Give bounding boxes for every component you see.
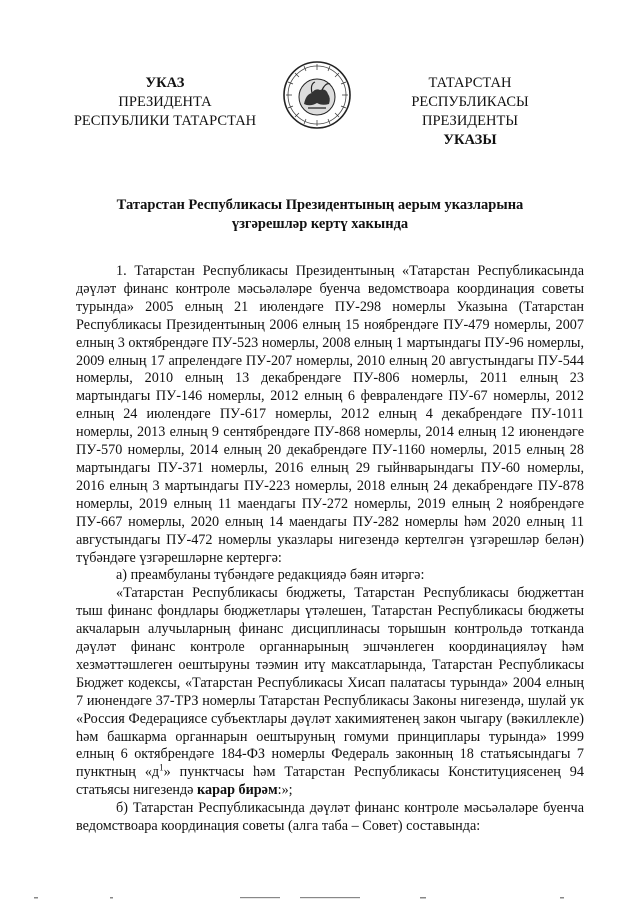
superscript-1: 1	[159, 762, 164, 773]
paragraph-4: б) Татарстан Республикасында дәүләт финанс контроле мәсьәләләре буенча ведомствоара координация советы (алга таба – Совет) составында:	[76, 800, 584, 835]
header-right-line2: ПРЕЗИДЕНТЫ	[421, 113, 519, 129]
title-line2: үзгәрешләр кертү хакында	[231, 216, 409, 232]
paragraph-3-end: :»;	[277, 782, 293, 799]
header-right-line3: УКАЗЫ	[443, 132, 497, 148]
paragraph-3-bold: карар бирәм	[197, 782, 278, 799]
paragraph-3-text-cont: » пунктчасы һәм Татарстан Республикасы Конституциясенең 94 статьясы нигезендә	[76, 764, 584, 799]
header-left-line1: УКАЗ	[145, 75, 185, 91]
paragraph-2: а) преамбуланы түбәндәге редакциядә бәян итәргә:	[116, 567, 425, 584]
header-left-line3: РЕСПУБЛИКИ ТАТАРСТАН	[73, 113, 257, 129]
scan-edge-artifact	[0, 895, 640, 901]
header-russian	[70, 74, 260, 131]
paragraph-3	[76, 585, 584, 800]
header-left-line2: ПРЕЗИДЕНТА	[118, 94, 212, 110]
document-body	[76, 263, 584, 836]
coat-of-arms-icon	[282, 60, 352, 130]
document-title	[60, 196, 580, 234]
document-header	[0, 74, 640, 148]
header-right-line1: ТАТАРСТАН РЕСПУБЛИКАСЫ	[411, 75, 529, 110]
paragraph-3-text: «Татарстан Республикасы бюджеты, Татарстан Республикасы бюджеттан тыш финанс фондлары бюджетлары үтәлешен, Татарстан Республикасы бюджеты акчаларын алучыларның финанс дисциплинасы торышын контрольдә тотканда дәүләт финанс контроле органнарының эшчәнлеген координацияләү һәм хезмәттәшлеген оештыруны тәэмин итү максатларында, Татарстан Республикасы Бюджет кодексы, «Татарстан Республикасы Хисап палатасы турында» 2004 елның 7 июнендәге 37-ТРЗ номерлы Татарстан Республикасы Законы нигезендә, шулай ук «Россия Федерациясе субъектлары дәүләт хакимиятенең закон чыгару (вәкиллекле) һәм башкарма органнарын оештыруның гомуми принциплары турында» 1999 елның 6 октябрендәге 184-ФЗ номерлы Федераль законның 18 статьясындагы 7 пунктның «д	[76, 585, 584, 781]
paragraph-1: 1. Татарстан Республикасы Президентының «Татарстан Республикасында дәүләт финанс контроле мәсьәләләре буенча ведомствоара координация советы турында» 2005 елның 21 июлендәге ПУ-298 номерлы Указына (Татарстан Республикасы Президентының 2006 елның 15 ноябрендәге ПУ-479 номерлы, 2007 елның 3 октябрендәге ПУ-523 номерлы, 2008 елның 1 мартындагы ПУ-96 номерлы, 2009 елның 17 апрелендәге ПУ-207 номерлы, 2010 елның 20 августындагы ПУ-544 номерлы, 2010 елның 13 декабрендәге ПУ-806 номерлы, 2011 елның 23 мартындагы ПУ-146 номерлы, 2012 елның 6 февралендәге ПУ-67 номерлы, 2012 елның 24 июлендәге ПУ-617 номерлы, 2012 елның 4 декабрендәге ПУ-1011 номерлы, 2013 елның 9 сентябрендәге ПУ-868 номерлы, 2014 елның 12 июнендәге ПУ-570 номерлы, 2014 елның 20 декабрендәге ПУ-1160 номерлы, 2015 елның 28 мартындагы ПУ-371 номерлы, 2016 елның 29 гыйнварындагы ПУ-60 номерлы, 2016 елның 3 мартындагы ПУ-223 номерлы, 2018 елның 24 декабрендәге ПУ-878 номерлы, 2019 елның 11 маендагы ПУ-272 номерлы, 2019 елның 2 ноябрендәге ПУ-667 номерлы, 2020 елның 14 маендагы ПУ-282 номерлы һәм 2020 елның 11 августындагы ПУ-472 номерлы указлары нигезендә кертелгән үзгәрешләр белән) түбәндәге үзгәрешләрне кертергә:	[76, 263, 584, 566]
title-line1: Татарстан Республикасы Президентының аерым указларына	[116, 197, 524, 213]
header-tatar	[370, 74, 570, 150]
